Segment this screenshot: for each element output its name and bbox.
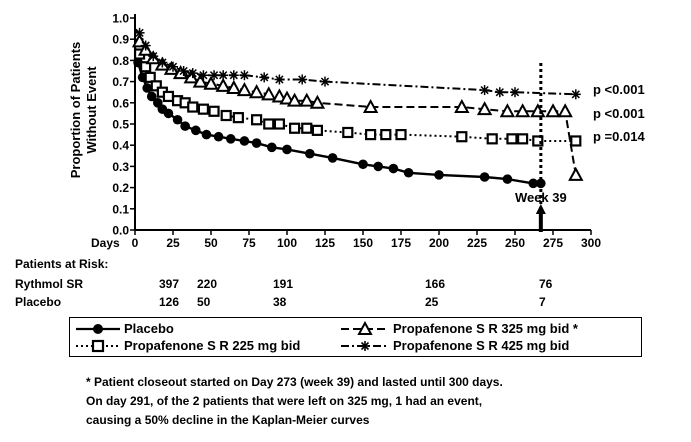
y-tick-label: 0.9 [112,32,129,47]
risk-value: 126 [159,295,180,309]
p-value-label: p <0.001 [593,106,645,121]
p-value-label: p <0.001 [593,82,645,97]
series-point [302,124,311,133]
series-point [495,87,505,97]
series-point [240,136,250,146]
series-point [188,68,198,78]
annotation-layer [515,63,646,232]
series-point [480,172,490,182]
series-layer [133,28,582,188]
legend [69,317,642,357]
series-point [191,126,201,136]
risk-value: 7 [539,295,546,309]
series-point [570,169,582,180]
series-point [559,105,571,116]
series-point [180,121,190,131]
y-axis-label [68,42,99,179]
series-point [366,130,375,139]
series-point [252,138,262,148]
y-tick-label: 0.7 [112,75,129,90]
y-tick-label: 0.4 [112,138,129,153]
series-point [274,74,284,84]
risk-table-heading: Patients at Risk: [15,257,109,271]
series-1 [135,50,580,146]
series-line [135,50,576,141]
risk-value: 191 [273,277,294,291]
series-point [188,103,197,112]
risk-row-label-rythmol: Rythmol SR [15,277,84,291]
series-point [222,111,231,120]
series-point [157,58,167,68]
y-axis-label-line2: Without Event [84,66,99,154]
series-point [198,70,208,80]
y-tick-label: 0.2 [112,181,129,196]
series-point [226,134,236,144]
series-point [199,105,208,114]
series-point [373,162,383,172]
series-point [328,153,338,163]
week39-label: Week 39 [514,190,567,205]
series-point [358,159,368,169]
y-tick-label: 0.5 [112,117,129,132]
legend-line-placebo [76,321,122,337]
y-tick-label: 0.8 [112,53,129,68]
series-point [297,74,307,84]
p-value-label: p =0.014 [593,129,645,144]
series-point [264,120,273,129]
series-point [142,83,152,93]
series-point [389,164,399,174]
series-point [320,77,330,87]
series-point [214,132,224,142]
x-tick-label: 75 [242,236,256,250]
series-point [488,134,497,143]
footnote-line-2: On day 291, of the 2 patients that were left on 325 mg, 1 had an event, [86,394,483,408]
series-point [164,92,173,101]
series-point [507,134,516,143]
x-tick-label: 125 [314,236,336,250]
x-tick-label: 150 [352,236,374,250]
risk-row-label-placebo: Placebo [15,295,62,309]
series-0 [133,48,545,188]
risk-value: 50 [197,295,211,309]
x-tick-label: 100 [276,236,298,250]
series-point [305,149,315,159]
series-point [275,120,284,129]
legend-label-placebo: Placebo [124,321,174,336]
risk-value: 220 [197,277,218,291]
y-tick-label: 0.6 [112,96,129,111]
series-point [168,62,178,72]
series-point [173,115,183,125]
series-point [381,130,390,139]
series-point [164,109,174,119]
footnote-line-1: * Patient closeout started on Day 273 (week 39) and lasted until 300 days. [86,375,503,389]
x-tick-label: 225 [466,236,488,250]
x-tick-label: 50 [204,236,218,250]
series-point [404,168,414,178]
series-point [148,51,158,61]
series-point [267,143,277,153]
series-point [179,66,189,76]
series-point [218,70,228,80]
y-axis-label-line1: Proportion of Patients [68,41,83,179]
series-point [229,70,239,80]
legend-line-325 [341,321,391,337]
risk-value: 166 [425,277,446,291]
risk-value: 38 [273,295,287,309]
x-tick-label: 175 [390,236,412,250]
x-tick-label: 275 [542,236,564,250]
series-point [503,174,513,184]
series-point [282,145,292,155]
series-point [239,70,249,80]
series-point [518,134,527,143]
legend-line-225 [76,338,122,354]
y-tick-label: 0.0 [112,223,129,238]
x-tick-label: 300 [580,236,602,250]
x-tick-label: 0 [131,236,139,250]
series-point [259,72,269,82]
series-point [313,126,322,135]
series-point [210,107,219,116]
legend-label-225: Propafenone S R 225 mg bid [124,338,301,353]
x-axis-label: Days [91,236,120,250]
legend-label-425: Propafenone S R 425 mg bid [393,338,570,353]
series-3 [135,28,581,99]
series-line [135,48,541,184]
x-tick-label: 25 [166,236,180,250]
risk-value: 397 [159,277,180,291]
week39-arrowhead [536,204,546,214]
series-point [252,115,261,124]
y-tick-label: 0.1 [112,202,129,217]
risk-value: 76 [539,277,553,291]
x-tick-label: 200 [428,236,450,250]
risk-value: 25 [425,295,439,309]
series-point [234,113,243,122]
legend-label-325: Propafenone S R 325 mg bid * [393,321,578,336]
footnote-line-3: causing a 50% decline in the Kaplan-Meier curves [86,413,370,427]
series-point [141,41,151,51]
legend-line-425 [341,338,391,354]
series-point [480,85,490,95]
series-point [510,87,520,97]
series-point [343,128,352,137]
series-point [457,132,466,141]
series-point [202,130,212,140]
y-tick-label: 0.3 [112,159,129,174]
series-point [397,130,406,139]
y-tick-label: 1.0 [112,11,129,26]
series-point [571,89,581,99]
series-point [290,124,299,133]
series-point [434,170,444,180]
series-point [209,70,219,80]
x-tick-label: 250 [504,236,526,250]
series-point [571,136,580,145]
series-point [135,28,145,38]
